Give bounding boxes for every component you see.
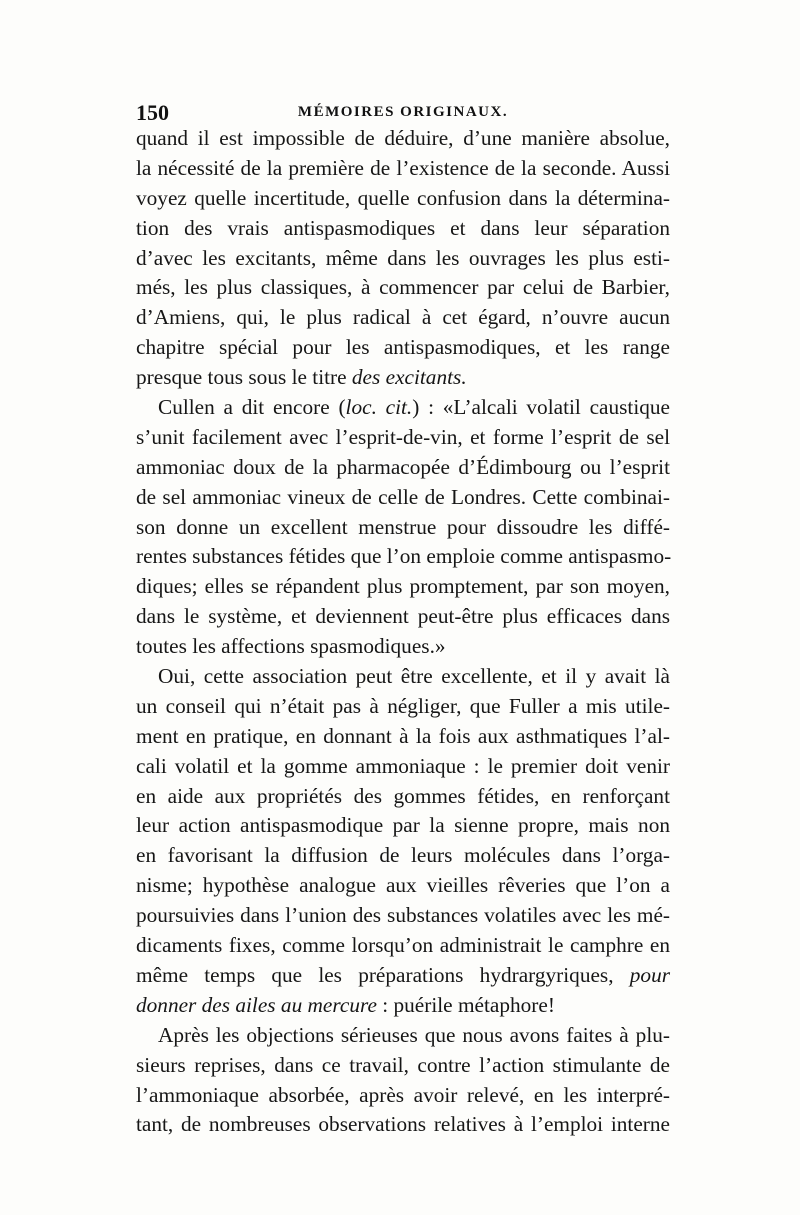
text-line: en aide aux propriétés des gommes fétides, en renforçant [136,783,670,808]
text-run: Cullen a dit encore ( [158,395,346,420]
text-run: presque tous sous le titre [136,365,352,390]
text-line [136,393,670,423]
text-line: tant, de nombreuses observations relatives à l’emploi interne [136,1112,670,1137]
italic-run: des excitants. [351,365,467,390]
text-line: ammoniac doux de la pharmacopée d’Édimbourg ou l’esprit [136,454,670,479]
text-line: quand il est impossible de déduire, d’une manière absolue, [136,126,670,150]
text-line: més, les plus classiques, à commencer par celui de Barbier, [136,275,670,300]
text-line: ment en pratique, en donnant à la fois aux asthmatiques l’al- [136,723,670,748]
italic-run: pour [629,962,670,987]
italic-run: loc. cit. [345,395,413,420]
text-line: toutes les affections spasmodiques.» [136,634,446,659]
page-header [136,100,670,124]
text-line: Après les objections sérieuses que nous avons faites à plu- [158,1022,670,1047]
text-line: voyez quelle incertitude, quelle confusion dans la détermina- [136,185,670,210]
text-line: rentes substances fétides que l’on emploie comme antispasmo- [136,544,672,569]
text-line: s’unit facilement avec l’esprit-de-vin, et forme l’esprit de sel [136,424,670,449]
text-line: leur action antispasmodique par la sienne propre, mais non [136,813,670,838]
italic-run: donner des ailes au mercure [136,992,377,1017]
running-head: MÉMOIRES ORIGINAUX. [297,104,509,120]
body-text [136,124,670,1140]
text-line: nisme; hypothèse analogue aux vieilles rêveries que l’on a [136,873,670,898]
text-run: : puérile métaphore! [376,992,555,1017]
text-line: Oui, cette association peut être excellente, et il y avait là [158,664,670,689]
text-line: dans le système, et deviennent peut-être plus efficaces dans [136,604,670,629]
text-line [136,363,670,393]
text-line [136,991,670,1021]
text-line: dicaments fixes, comme lorsqu’on administrait le camphre en [136,933,670,958]
text-line [136,961,670,991]
text-line: d’avec les excitants, même dans les ouvrages les plus esti- [136,245,670,270]
text-line: de sel ammoniac vineux de celle de Londres. Cette combinai- [136,484,670,509]
text-line: la nécessité de la première de l’existence de la seconde. Aussi [136,155,670,180]
text-line: poursuivies dans l’union des substances volatiles avec les mé- [136,903,670,928]
text-line: diques; elles se répandent plus promptement, par son moyen, [136,574,670,599]
text-line: d’Amiens, qui, le plus radical à cet égard, n’ouvre aucun [136,305,670,330]
text-line: tion des vrais antispasmodiques et dans leur séparation [136,215,670,240]
text-line: en favorisant la diffusion de leurs molécules dans l’orga- [136,843,670,868]
text-line: l’ammoniaque absorbée, après avoir relevé, en les interpré- [136,1082,670,1107]
text-line: un conseil qui n’était pas à négliger, que Fuller a mis utile- [136,693,670,718]
page-number: 150 [136,100,169,125]
text-run: même temps que les préparations hydrargyriques, [136,962,630,987]
text-run: ) : «L’alcali volatil caustique [412,395,670,420]
text-line: son donne un excellent menstrue pour dissoudre les diffé- [136,514,670,539]
text-line: sieurs reprises, dans ce travail, contre l’action stimulante de [136,1052,670,1077]
text-line: cali volatil et la gomme ammoniaque : le premier doit venir [136,753,670,778]
text-line: chapitre spécial pour les antispasmodiques, et les range [136,335,670,360]
